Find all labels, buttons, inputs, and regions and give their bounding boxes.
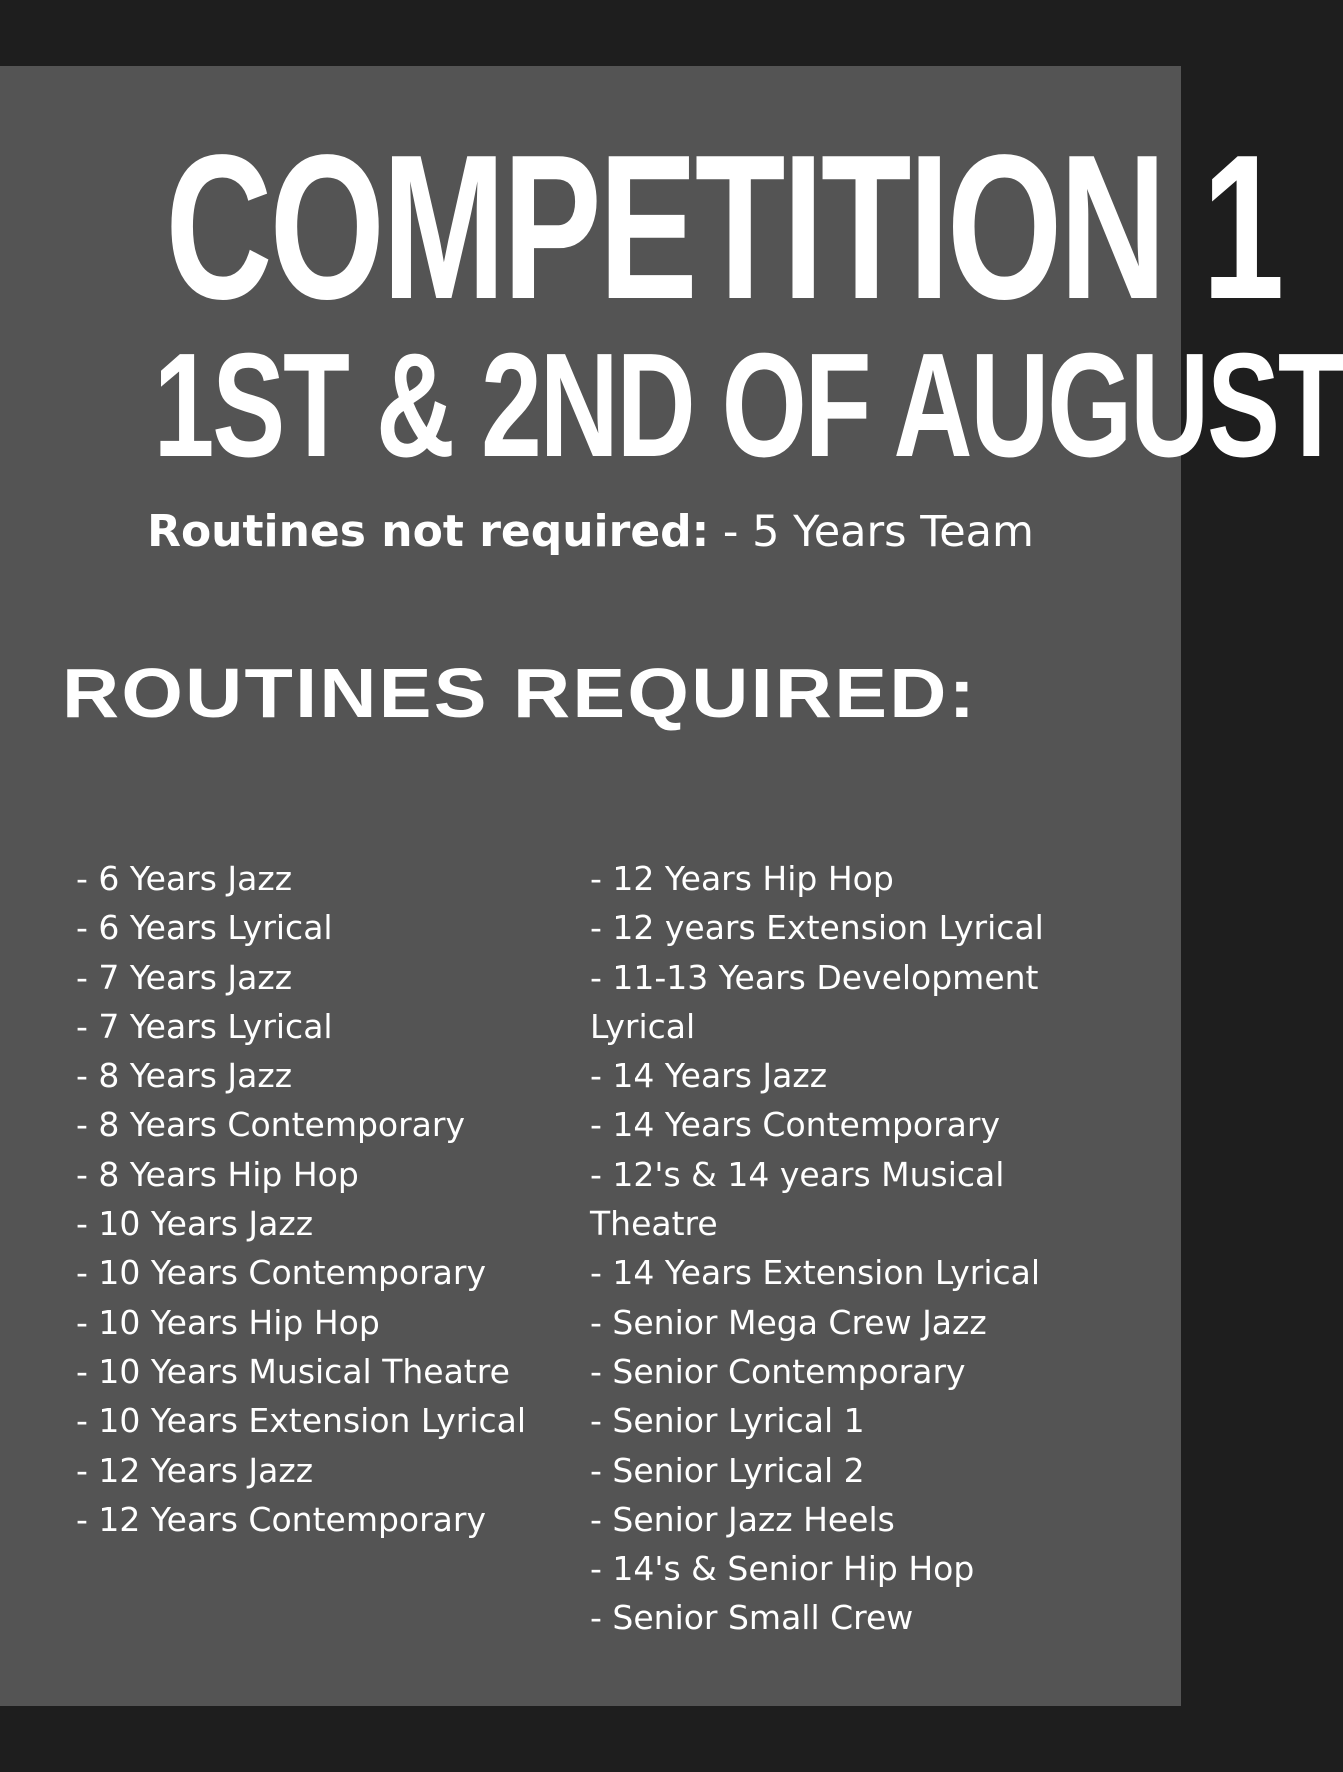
bottom-frame-bar [0, 1706, 1181, 1772]
poster-date: 1ST & 2ND OF AUGUST [153, 323, 1343, 488]
routine-list-left [76, 854, 576, 1544]
list-item: - 6 Years Jazz [76, 859, 293, 898]
list-item: - 11-13 Years Development [590, 957, 1039, 997]
list-item: - 6 Years Lyrical [76, 908, 333, 948]
list-item: - Senior Lyrical 2 [590, 1450, 865, 1490]
list-item: - 12 Years Hip Hop [590, 859, 894, 898]
not-required-value: - 5 Years Team [709, 507, 1034, 557]
list-item: - 12 Years Contemporary [76, 1499, 486, 1539]
routine-list-right [590, 854, 1120, 1643]
poster-title: COMPETITION 1 [165, 112, 1282, 342]
list-item: Lyrical [590, 1006, 696, 1046]
list-item: - Senior Small Crew [590, 1598, 914, 1638]
not-required-label: Routines not required: [147, 506, 710, 557]
list-item: - 10 Years Contemporary [76, 1253, 486, 1293]
list-item: - 10 Years Hip Hop [76, 1302, 380, 1342]
list-item: - Senior Lyrical 1 [590, 1401, 865, 1441]
list-item: - 12's & 14 years Musical [590, 1154, 1005, 1194]
list-item: - 7 Years Jazz [76, 957, 293, 997]
list-item: - 10 Years Musical Theatre [76, 1351, 510, 1391]
list-item: - Senior Mega Crew Jazz [590, 1302, 987, 1342]
list-item: - 14 Years Extension Lyrical [590, 1253, 1041, 1293]
list-item: - Senior Jazz Heels [590, 1499, 895, 1539]
poster [0, 66, 1343, 1706]
list-item: - 8 Years Jazz [76, 1056, 293, 1096]
list-item: - 14 Years Contemporary [590, 1105, 1000, 1145]
list-item: - 7 Years Lyrical [76, 1006, 333, 1046]
top-frame-bar [0, 0, 1181, 66]
routines-required-heading: ROUTINES REQUIRED: [62, 654, 978, 732]
list-item: - 10 Years Jazz [76, 1204, 314, 1244]
list-item: - 12 Years Jazz [76, 1450, 314, 1490]
list-item: - 10 Years Extension Lyrical [76, 1401, 527, 1441]
list-item: - 14's & Senior Hip Hop [590, 1549, 975, 1589]
list-item: - 14 Years Jazz [590, 1056, 828, 1096]
list-item: Theatre [590, 1204, 718, 1244]
list-item: - 8 Years Hip Hop [76, 1154, 359, 1194]
routines-not-required [0, 506, 1181, 559]
list-item: - 8 Years Contemporary [76, 1105, 465, 1145]
list-item: - Senior Contemporary [590, 1351, 966, 1391]
list-item: - 12 years Extension Lyrical [590, 908, 1044, 948]
